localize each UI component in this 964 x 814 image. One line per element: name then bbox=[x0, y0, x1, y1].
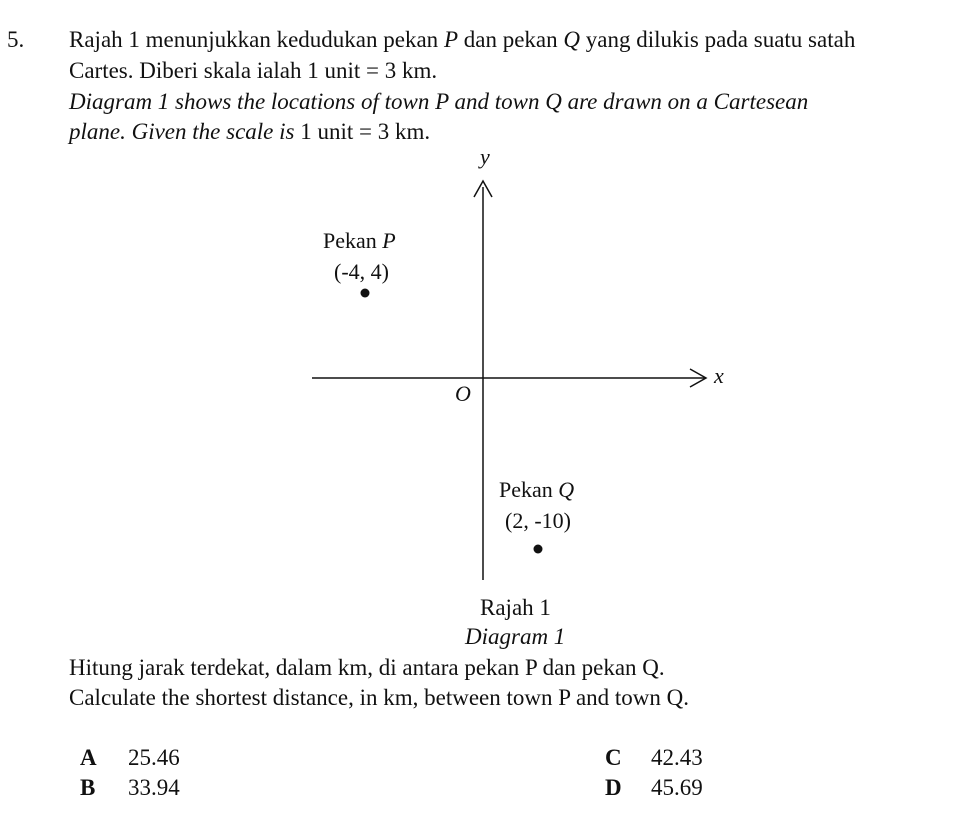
point-q-prefix: Pekan bbox=[499, 477, 559, 502]
x-axis-label: x bbox=[714, 363, 724, 388]
english-stem-text-a: plane. Given the scale is bbox=[69, 119, 301, 144]
option-b-letter: B bbox=[80, 775, 96, 800]
question-number: 5. bbox=[7, 27, 25, 52]
malay-stem-text-a: Rajah 1 menunjukkan kedudukan pekan bbox=[69, 27, 444, 52]
point-p-prefix: Pekan bbox=[323, 228, 383, 253]
point-p-letter: P bbox=[382, 228, 396, 253]
town-q-symbol: Q bbox=[563, 27, 581, 52]
y-axis-label: y bbox=[480, 144, 490, 169]
option-c-letter: C bbox=[605, 745, 622, 770]
option-b[interactable] bbox=[80, 774, 180, 802]
point-q-coordinates: (2, -10) bbox=[505, 508, 571, 533]
point-p-name bbox=[323, 228, 396, 253]
point-p-coordinates: (-4, 4) bbox=[334, 259, 389, 284]
diagram-caption-malay: Rajah 1 bbox=[480, 595, 551, 620]
option-a[interactable] bbox=[80, 744, 180, 772]
point-q-marker bbox=[534, 545, 543, 554]
option-b-value: 33.94 bbox=[128, 775, 180, 800]
malay-stem-text-c: yang dilukis pada suatu satah bbox=[580, 27, 856, 52]
town-p-symbol: P bbox=[443, 27, 458, 52]
option-c[interactable] bbox=[605, 744, 703, 772]
option-c-value: 42.43 bbox=[651, 745, 703, 770]
option-d-value: 45.69 bbox=[651, 775, 703, 800]
english-stem-line-1: Diagram 1 shows the locations of town P and town Q are drawn on a Cartesean bbox=[69, 89, 809, 114]
origin-label: O bbox=[455, 381, 471, 406]
option-a-letter: A bbox=[80, 745, 97, 770]
point-p-marker bbox=[361, 289, 370, 298]
instruction-malay: Hitung jarak terdekat, dalam km, di antara pekan P dan pekan Q. bbox=[69, 655, 665, 680]
malay-stem-line-2: Cartes. Diberi skala ialah 1 unit = 3 km. bbox=[69, 58, 438, 83]
diagram-caption-english: Diagram 1 bbox=[465, 624, 566, 649]
option-a-value: 25.46 bbox=[128, 745, 180, 770]
point-q-letter: Q bbox=[558, 477, 575, 502]
point-q-name bbox=[499, 477, 574, 502]
instruction-english: Calculate the shortest distance, in km, between town P and town Q. bbox=[69, 685, 690, 710]
english-stem-text-b: 1 unit = 3 km. bbox=[300, 119, 431, 144]
option-d-letter: D bbox=[605, 775, 622, 800]
option-d[interactable] bbox=[605, 774, 703, 802]
malay-stem-text-b: dan pekan bbox=[458, 27, 564, 52]
